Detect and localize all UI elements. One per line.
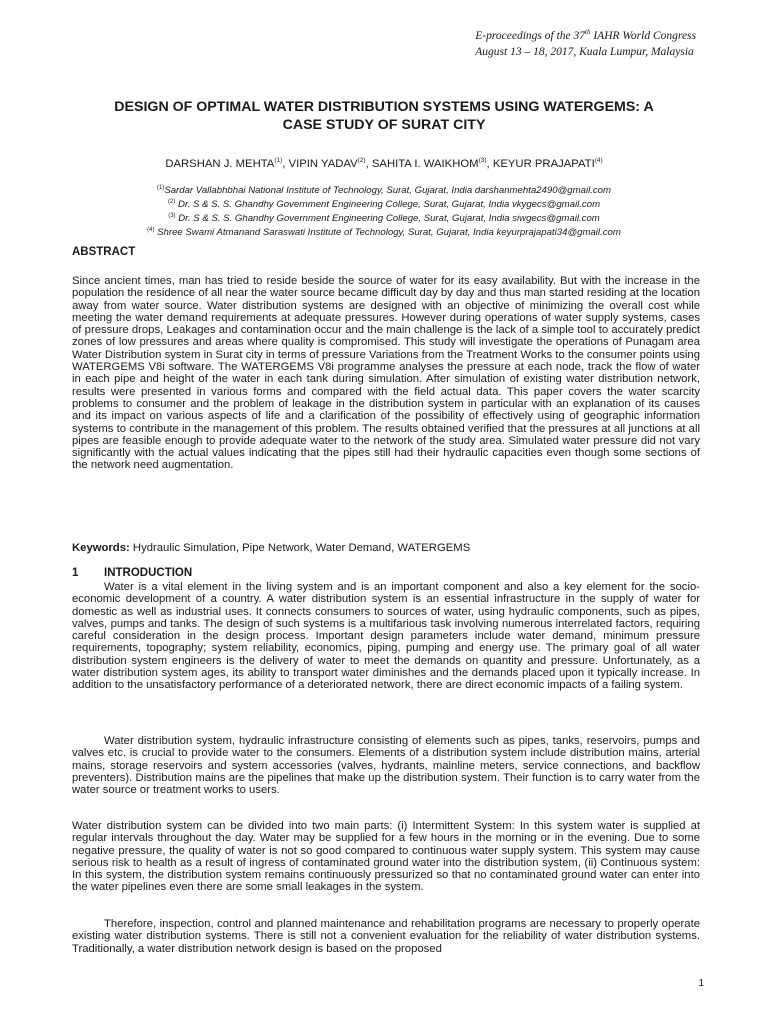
intro-paragraph-4: Therefore, inspection, control and planned maintenance and rehabilitation programs are necessary to properly operate existing water distribution systems. There is still not a convenient evaluation for the reliability of water distribution systems. Traditionally, a water distribution network design is based on the proposed <box>72 918 700 955</box>
author: SAHITA I. WAIKHOM$^{(3)}$, <box>371 157 493 170</box>
author: DARSHAN J. MEHTA$^{(1)}$, <box>165 157 289 170</box>
affiliation: $^{(4)}$ Shree Swami Atmanand Saraswati Institute of Technology, Surat, Gujarat, India keyurprajapati34@gmail.com <box>147 226 621 239</box>
page-number: 1 <box>698 978 704 989</box>
affiliation: $^{(3)}$ Dr. S & S. S. Ghandhy Government Engineering College, Surat, Gujarat, India siwgecs@gmail.com <box>168 212 600 225</box>
header-line-2: August 13 – 18, 2017, Kuala Lumpur, Malaysia <box>475 45 694 58</box>
abstract-text: Since ancient times, man has tried to reside beside the source of water for its easy availability. But with the increase in the population the residence of all near the water source became difficult day by day and thus man started residing at the location away from water source. Water distribution systems are designed with an objective of minimizing the overall cost while meeting the water demand requirements at adequate pressures. However during operations of water supply systems, cases of pressure drops, Leakages and contamination occur and the main challenge is the lack of a simple tool to accurately predict zones of low pressures and areas where quality is compromised. This study will investigate the operations of Punagam area Water Distribution system in Surat city in terms of pressure Variations from the Treatment Works to the consumer points using WATERGEMS V8i software. The WATERGEMS V8i programme analyses the pressure at each node, track the flow of water in each pipe and height of the water in each tank during simulation. After simulation of existing water distribution network, results were presented in various forms and compared with the field actual data. This paper covers the water scarcity problems to consumer and the problem of leakage in the distribution system in particular with an explanation of its causes and its impact on various aspects of life and a clarification of the possibility of effectively using of geographic information systems to contribute in the management of this problem. The results obtained verified that the pressures at all junctions at all pipes are feasible enough to provide adequate water to the network of the study area. Simulated water pressure did not vary significantly with the actual values indicating that the pipes still had their hydraulic capacities even though some sections of the network need augmentation. <box>72 275 700 472</box>
intro-paragraph-3: Water distribution system can be divided into two main parts: (i) Intermittent System: In this system water is supplied at regular intervals throughout the day. Water may be supplied for a few hours in the morning or in the evening. Due to some negative pressure, the quality of water is not so good compared to continuous water supply system. This system may cause serious risk to health as a result of ingress of contaminated ground water into the distribution system, (ii) Continuous system: In this system, the distribution system remains continuously pressurized so that no contaminated ground water can enter into the water pipelines even there are some small leakages in the system. <box>72 820 700 894</box>
author: KEYUR PRAJAPATI$^{(4)}$ <box>492 157 603 170</box>
affiliation: $^{(1)}$Sardar Vallabhbhai National Institute of Technology, Surat, Gujarat, India darshanmehta2490@gmail.com <box>156 185 612 197</box>
paper-title: DESIGN OF OPTIMAL WATER DISTRIBUTION SYSTEMS USING WATERGEMS: A CASE STUDY OF SURAT CITY <box>114 99 654 133</box>
conference-header <box>475 24 696 60</box>
intro-paragraph-2: Water distribution system, hydraulic infrastructure consisting of elements such as pipes, tanks, reservoirs, pumps and valves etc. is crucial to provide water to the consumers. Elements of a distribution system include distribution mains, arterial mains, storage reservoirs and system accessories (valves, hydrants, mainline meters, service connections, and backflow preventers). Distribution mains are the pipelines that make up the distribution system. Their function is to carry water from the water source or treatment works to users. <box>72 735 700 797</box>
affiliations <box>72 183 696 239</box>
author-list <box>72 157 696 170</box>
abstract-heading: ABSTRACT <box>72 246 136 258</box>
header-line-1: E-proceedings of the 37th IAHR World Congress <box>475 28 696 42</box>
intro-paragraph-1: Water is a vital element in the living system and is an important component and also a key element for the socio-economic development of a country. A water distribution system is an essential infrastructure in the supply of water for domestic as well as industrial uses. It connects consumers to sources of water, using hydraulic components, such as pipes, valves, pumps and tanks. The design of such systems is a multifarious task involving numerous interrelated factors, requiring careful consideration in the design process. Important design parameters include water demand, minimum pressure requirements, topography; system reliability, economics, piping, pumping and energy use. The primary goal of all water distribution system engineers is the delivery of water to meet the demands on quantity and pressure. Unfortunately, as a water distribution system ages, its ability to transport water diminishes and the demands placed upon it typically increase. In addition to the unsatisfactory performance of a deteriorated network, there are direct economic impacts of a failing system. <box>72 581 700 692</box>
section-heading: 1 INTRODUCTION <box>72 567 193 579</box>
affiliation: $^{(2)}$ Dr. S & S. S. Ghandhy Government Engineering College, Surat, Gujarat, India vkygecs@gmail.com <box>167 198 601 211</box>
author: VIPIN YADAV$^{(2)}$, <box>288 157 372 170</box>
keywords: Keywords: Hydraulic Simulation, Pipe Network, Water Demand, WATERGEMS <box>72 542 471 554</box>
